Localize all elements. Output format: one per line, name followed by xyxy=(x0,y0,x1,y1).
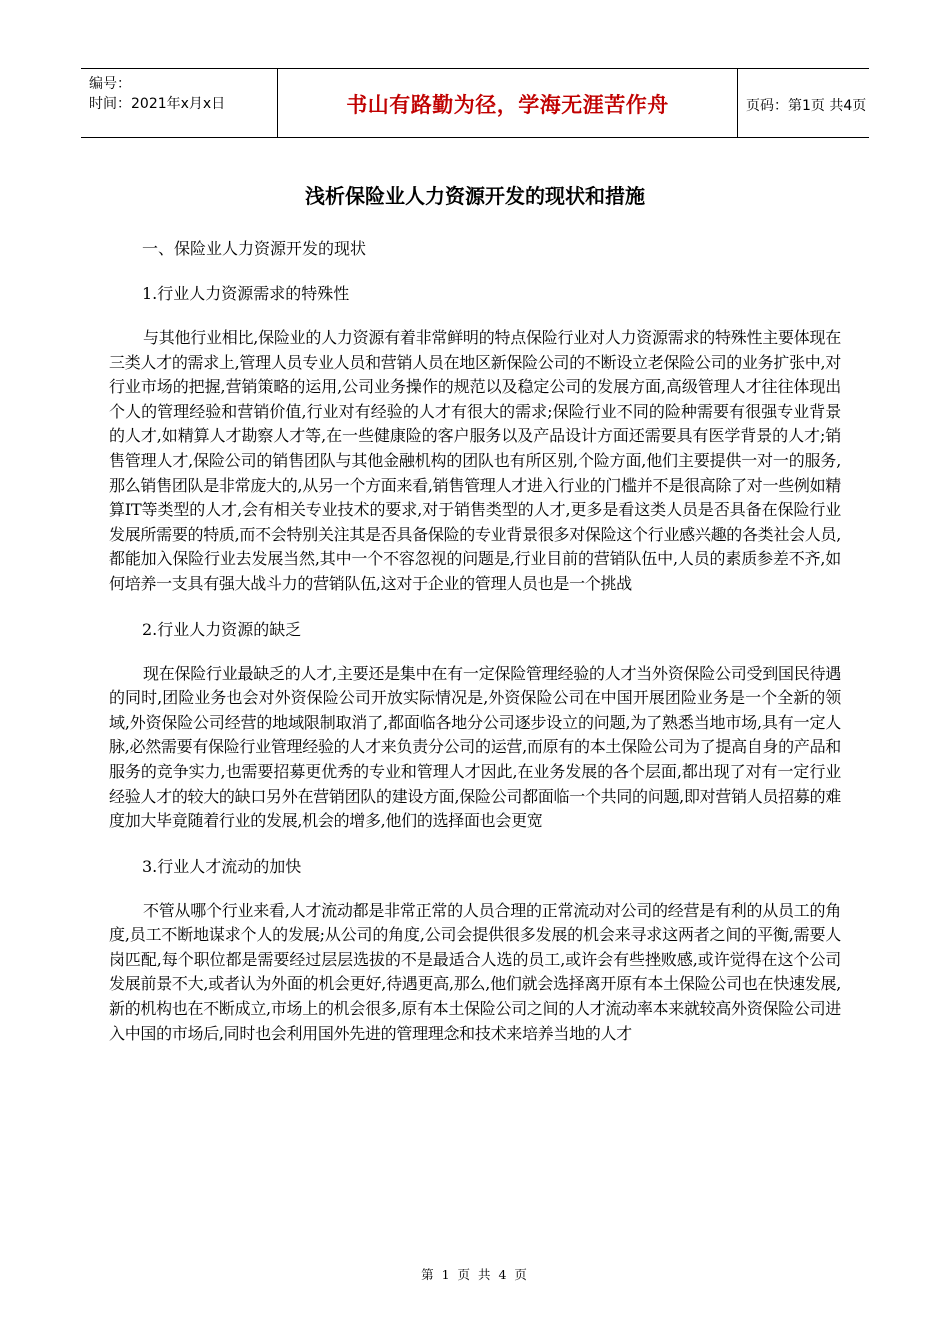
section-heading-3: 3.行业人才流动的加快 xyxy=(142,856,302,876)
page-footer: 第 1 页 共 4 页 xyxy=(421,1267,529,1282)
header-page-code: 页码：第1页 共4页 xyxy=(746,98,867,114)
section-heading-2: 2.行业人力资源的缺乏 xyxy=(142,619,302,639)
document-date-label: 时间：2021年x月x日 xyxy=(89,96,226,112)
document-title: 浅析保险业人力资源开发的现状和措施 xyxy=(305,184,645,208)
section-paragraph-1: 与其他行业相比,保险业的人力资源有着非常鲜明的特点保险行业对人力资源需求的特殊性主要体现在三类人才的需求上,管理人员专业人员和营销人员在地区新保险公司的不断设立老保险公司的业务扩张中,对行业市场的把握,营销策略的运用,公司业务操作的规范以及稳定公司的发展方面,高级管理人才往往体现出个人的管理经验和营销价值,行业对有经验的人才有很大的需求;保险行业不同的险种需要有很强专业背景的人才,如精算人才勘察人才等,在一些健康险的客户服务以及产品设计方面还需要具有医学背景的人才;销售管理人才,保险公司的销售团队与其他金融机构的团队也有所区别,个险方面,他们主要提供一对一的服务,那么销售团队是非常庞大的,从另一个方面来看,销售管理人才进入行业的门槛并不是很高除了对一些例如精算IT等类型的人才,会有相关专业技术的要求,对于销售类型的人才,更多是看这类人员是否具备在保险行业发展所需要的特质,而不会特别关注其是否具备保险的专业背景很多对保险这个行业感兴趣的各类社会人员,都能加入保险行业去发展当然,其中一个不容忽视的问题是,行业目前的营销队伍中,人员的素质参差不齐,如何培养一支具有强大战斗力的营销队伍,这对于企业的管理人员也是一个挑战 xyxy=(109,328,841,593)
header-table xyxy=(81,68,869,138)
document-number-label: 编号： xyxy=(89,76,131,92)
document-body xyxy=(109,236,841,1066)
section-paragraph-3: 不管从哪个行业来看,人才流动都是非常正常的人员合理的正常流动对公司的经营是有利的从员工的角度,员工不断地谋求个人的发展;从公司的角度,公司会提供很多发展的机会来寻求这两者之间的平衡,需要人岗匹配,每个职位都是需要经过层层选拔的不是最适合人选的员工,或许会有些挫败感,或许觉得在这个公司发展前景不大,或者认为外面的机会更好,待遇更高,那么,他们就会选择离开原有本土保险公司也在快速发展,新的机构也在不断成立,市场上的机会很多,原有本土保险公司之间的人才流动率本来就较高外资保险公司进入中国的市场后,同时也会利用国外先进的管理理念和技术来培养当地的人才 xyxy=(109,900,841,1043)
section-heading-1: 1.行业人力资源需求的特殊性 xyxy=(142,284,350,303)
header-page-cell xyxy=(738,69,869,137)
header-motto-cell xyxy=(278,69,738,137)
section-paragraph-2: 现在保险行业最缺乏的人才,主要还是集中在有一定保险管理经验的人才当外资保险公司受到国民待遇的同时,团险业务也会对外资保险公司开放实际情况是,外资保险公司在中国开展团险业务是一个全新的领域,外资保险公司经营的地域限制取消了,都面临各地分公司逐步设立的问题,为了熟悉当地市场,具有一定人脉,必然需要有保险行业管理经验的人才来负责分公司的运营,而原有的本土保险公司为了提高自身的产品和服务的竞争实力,也需要招募更优秀的专业和管理人才因此,在业务发展的各个层面,都出现了对有一定行业经验人才的较大的缺口另外在营销团队的建设方面,保险公司都面临一个共同的问题,即对营销人员招募的难度加大毕竟随着行业的发展,机会的增多,他们的选择面也会更宽 xyxy=(109,663,841,831)
header-left-cell xyxy=(81,69,278,137)
section-heading-main: 一、保险业人力资源开发的现状 xyxy=(142,239,367,258)
header-motto: 书山有路勤为径，学海无涯苦作舟 xyxy=(346,93,669,117)
